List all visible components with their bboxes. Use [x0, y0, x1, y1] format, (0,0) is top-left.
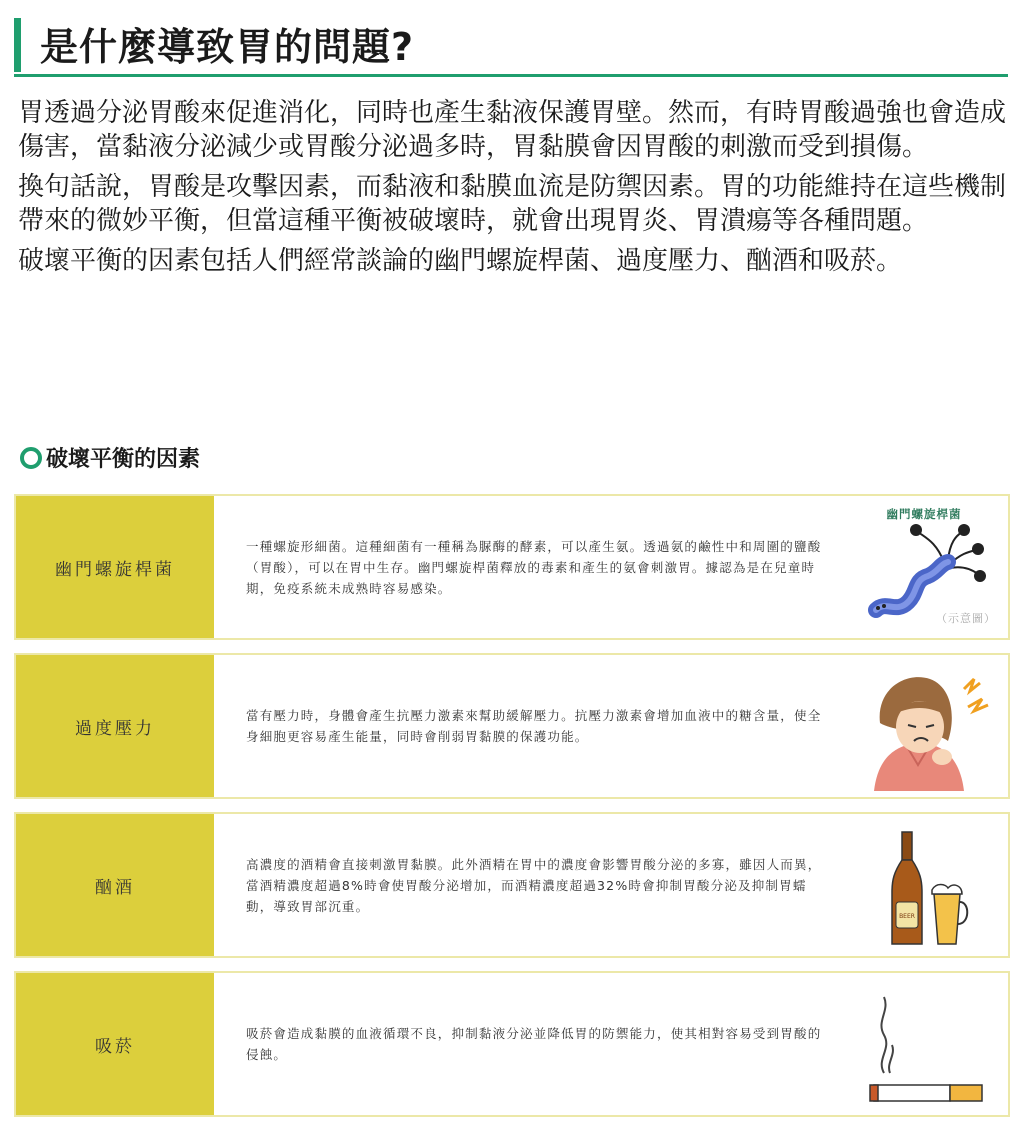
illustration-caption: 幽門螺旋桿菌 [886, 507, 962, 521]
bacteria-illustration [856, 502, 996, 632]
stressed-person-icon [856, 661, 996, 791]
illustration-note: （示意圖） [936, 612, 996, 625]
cigarette-illustration [856, 979, 996, 1109]
factor-description-text: 高濃度的酒精會直接刺激胃黏膜。此外酒精在胃中的濃度會影響胃酸分泌的多寡，雖因人而異，當酒精濃度超過8%時會使胃酸分泌增加，而酒精濃度超過32%時會抑制胃酸分泌及抑制胃蠕動，導致胃部沉重。 [246, 856, 822, 914]
factors-table [14, 494, 1010, 1130]
bottle-label: BEER [899, 913, 915, 920]
factor-description [246, 973, 826, 1115]
title-accent-bar [14, 18, 21, 72]
factor-description [246, 814, 826, 956]
intro-paragraph: 破壞平衡的因素包括人們經常談論的幽門螺旋桿菌、過度壓力、酗酒和吸菸。 [18, 246, 903, 276]
factor-row-smoking [14, 971, 1010, 1117]
factor-row-h-pylori [14, 494, 1010, 640]
factor-name: 吸菸 [16, 973, 214, 1115]
factor-name: 過度壓力 [16, 655, 214, 797]
factor-name: 幽門螺旋桿菌 [16, 496, 214, 638]
factor-description-text: 吸菸會造成黏膜的血液循環不良，抑制黏液分泌並降低胃的防禦能力，使其相對容易受到胃酸的侵蝕。 [246, 1026, 822, 1062]
page-title: 是什麼導致胃的問題? [40, 25, 415, 69]
intro-paragraph: 胃透過分泌胃酸來促進消化，同時也產生黏液保護胃壁。然而，有時胃酸過強也會造成傷害，當黏液分泌減少或胃酸分泌過多時，胃黏膜會因胃酸的刺激而受到損傷。 [18, 98, 1007, 162]
circle-bullet-icon [20, 447, 42, 469]
intro-text [18, 96, 1012, 284]
factor-row-alcohol [14, 812, 1010, 958]
beer-icon [856, 820, 996, 950]
factor-description-text: 一種螺旋形細菌。這種細菌有一種稱為脲酶的酵素，可以產生氨。透過氨的鹼性中和周圍的鹽酸（胃酸），可以在胃中生存。幽門螺旋桿菌釋放的毒素和產生的氨會刺激胃。據認為是在兒童時期，免疫系統未成熟時容易感染。 [246, 538, 822, 596]
title-divider [14, 74, 1008, 77]
factor-name: 酗酒 [16, 814, 214, 956]
intro-paragraph: 換句話說，胃酸是攻擊因素，而黏液和黏膜血流是防禦因素。胃的功能維持在這些機制帶來的微妙平衡，但當這種平衡被破壞時，就會出現胃炎、胃潰瘍等各種問題。 [18, 172, 1007, 236]
section-title: 破壞平衡的因素 [46, 447, 201, 472]
factor-description-text: 當有壓力時，身體會產生抗壓力激素來幫助緩解壓力。抗壓力激素會增加血液中的糖含量，使全身細胞更容易產生能量，同時會削弱胃黏膜的保護功能。 [246, 708, 822, 744]
factor-description [246, 496, 826, 638]
beer-illustration [856, 820, 996, 950]
cigarette-icon [856, 979, 996, 1109]
stressed-woman-illustration [856, 661, 996, 791]
page-header [14, 10, 1008, 76]
factor-row-stress [14, 653, 1010, 799]
factor-description [246, 655, 826, 797]
